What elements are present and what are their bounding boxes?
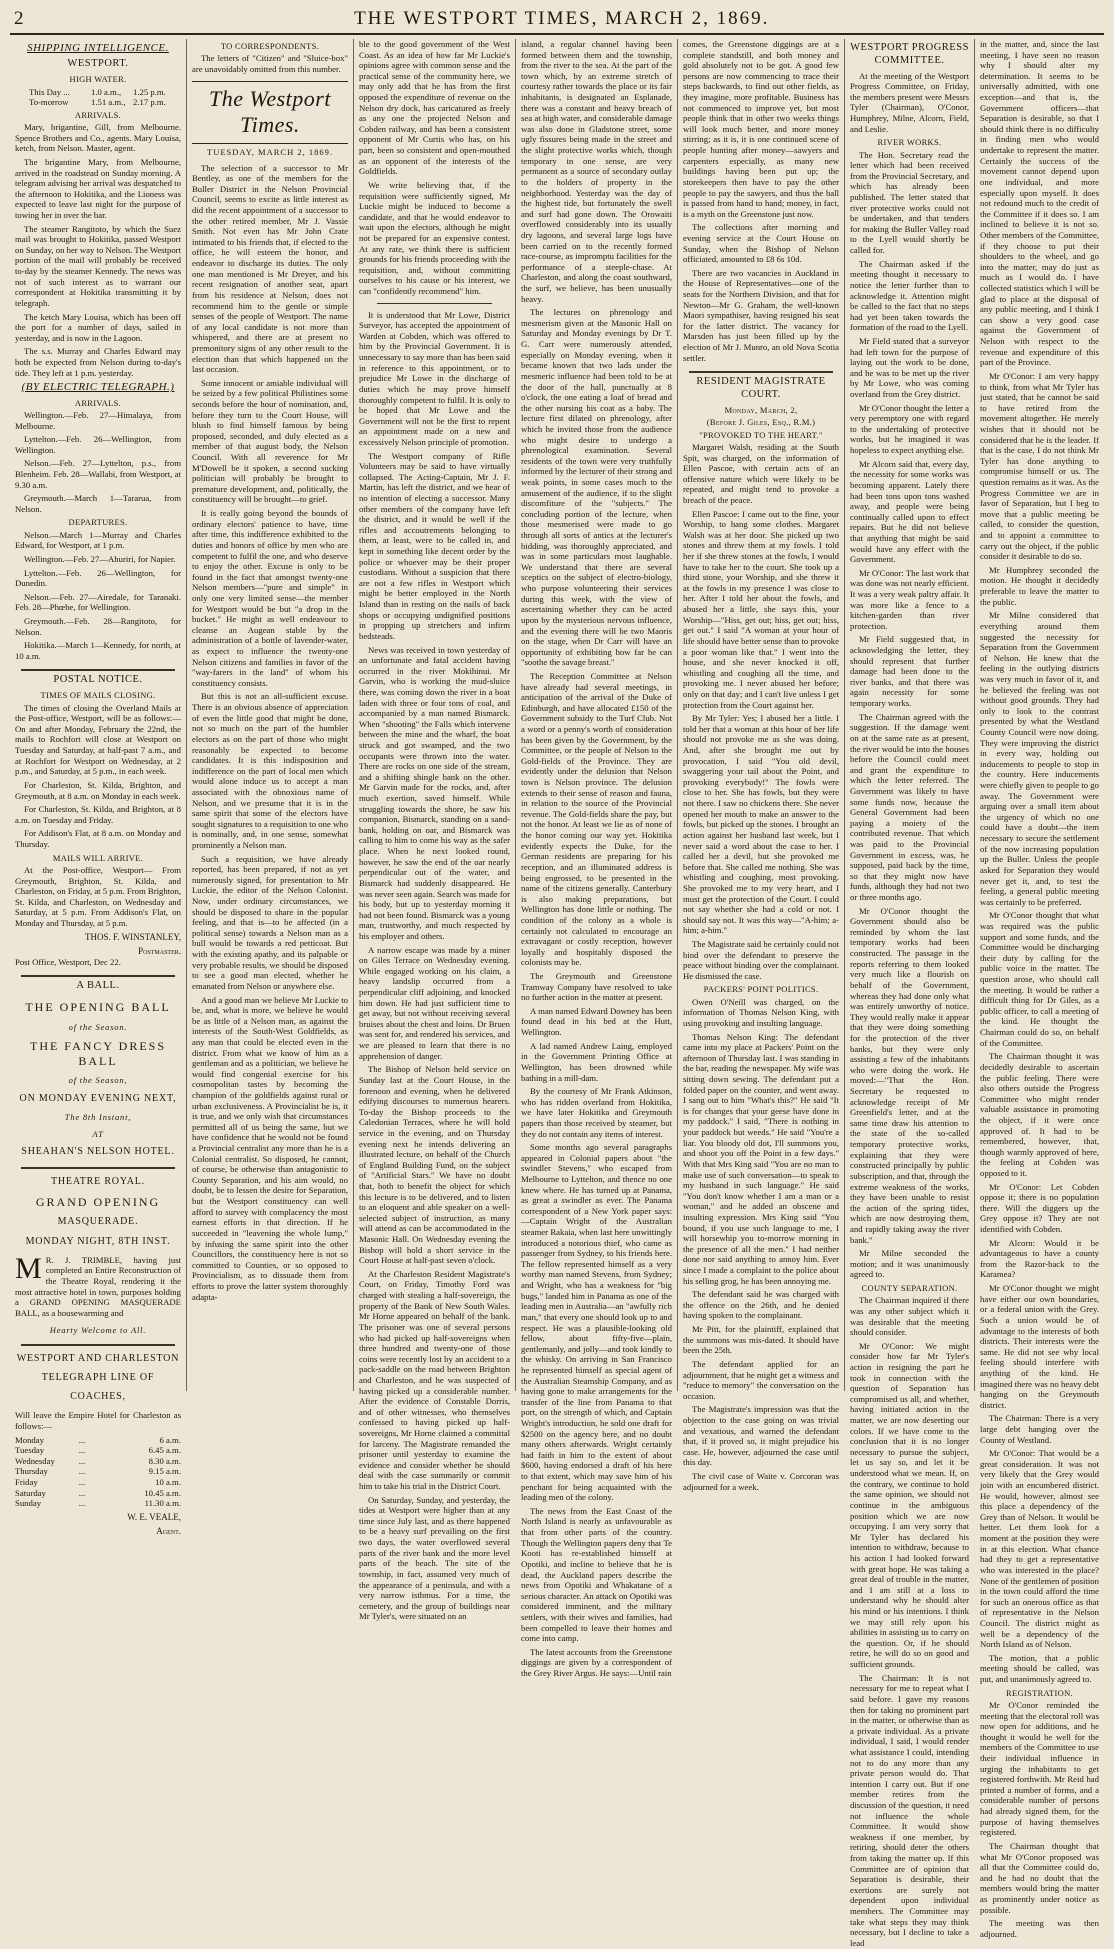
paragraph: But this is not an all-sufficient excuse. There is an obvious absence of appreciation of even the little good that might be done, not so much on the part of the humbler electors as on the part of those who might reasonably be expected to become candidates. It is this indisposition and indifference on the part of local men which would alone induce us to accept a man associated with the obnoxious name of Nelson, and we presume that it is in the same spirit that some of the electors have sought signatures to a requisition to one who is nominally, and, in one sense, somewhat prominently a Nelson man.	[192, 691, 348, 850]
paragraph: The Magistrate said he certainly could not bind over the defendant to preserve the peace without binding over the complainant. He dismissed the case.	[683, 938, 839, 981]
table-row: Tuesday ... 6.45 a.m.	[15, 1445, 181, 1456]
paragraph: The letters of "Citizen" and "Sluice-box" are unavoidably omitted from this number.	[192, 53, 348, 74]
paragraph: Hokitika.—March 1—Kennedy, for north, at 10 a.m.	[15, 640, 181, 661]
county-separation-heading: COUNTY SEPARATION.	[861, 1282, 958, 1293]
paragraph: Such a requisition, we have already reported, has been prepared, if not as yet numerously signed, for presentation to Mr Luckie, the editor of the Nelson Colonist. Now, under ordinary circumstances, we should be disposed to share in the popular feeling, and that is—to be affected (in a political sense) towards a Nelson man as a bull would be towards a red petticoat. But with the existing apathy, and its palpable or very probable results, we should be disposed to see a good man elected, whether he emanated from Nelson or anywhere else.	[192, 853, 348, 991]
postal-heading: POSTAL NOTICE.	[53, 674, 143, 686]
monday-night: MONDAY NIGHT, 8TH INST.	[25, 1235, 171, 1247]
paragraph: Mr O'Conor: We might consider how far Mr Tyler's action in resigning the part he took in connection with the question of Separation has compromised us all, and whether, having initiated action in the matter, we are now deserting our colors. If we have come to the conclusion that it is no longer necessary to pursue the subject, let us say so, and let it be understood what we mean. If, on the contrary, we continue to hold the same opinion, we should not continue in the ambiguous position which we are now occupying. I am very sorry that Mr Tyler has declared his intention to withdraw, because to his action I had looked forward with great hope. He was taking a great deal of trouble in the matter, and I am still at a loss to understand why he should alter his mind or his intentions. I think we may still rely upon his abilities in assisting us to carry on the question. Or, if he should retire, he will do so on good and sufficient grounds.	[850, 1340, 969, 1670]
coach-timetable	[15, 1435, 181, 1509]
paragraph: A lad named Andrew Laing, employed in the Government Printing Office at Wellington, has been drowned while bathing in a mill-dam.	[521, 1040, 672, 1083]
paragraph: For Addison's Flat, at 8 a.m. on Monday and Thursday.	[15, 828, 181, 849]
paragraph: We write believing that, if the requisition were sufficiently signed, Mr Luckie might be induced to become a candidate, and that he would endeavor to wait upon the electors, although he might not be prepared for an expensive contest. At any rate, we think there is sufficient grounds for his friends proceeding with the requisition, and, without committing ourselves to his cause or his interest, we can "confidently recommend" him.	[359, 179, 510, 297]
arrivals-heading: ARRIVALS.	[74, 397, 122, 408]
column-7	[975, 39, 1104, 1939]
paragraph: Greymouth.—Feb. 28—Rangitoto, for Nelson.	[15, 616, 181, 637]
divider	[21, 1167, 175, 1169]
paragraph: For Charleston, St. Kilda, Brighton, and Greymouth, at 8 a.m. on Monday in each week.	[15, 779, 181, 801]
masthead	[10, 6, 1104, 35]
paragraph: Mr Milne considered that everything around them suggested the necessity for Separation from the Government of Nelson. He knew that the feeling in the outlying districts was very much in favor of it, and he believed the feeling was not without good grounds. They had only to look to the contrast presented by what the Westland County Council were now doing. They were improving the district in every way, holding out inducements to people to stop in the country. Here inducements were chiefly given to people to go away. The Government were arguing over a small item about the urgency of which no one could have a doubt—the item necessary to secure the settlement of the now increasing population up the Buller. Unless the people asked for Separation they would never get it, and, to test the feeling, a general public meeting was certainly to be preferred.	[980, 610, 1099, 907]
paragraph: Nelson.—Feb. 27—Lyttelton, p.s., from Blenheim. Feb. 28—Wallabi, from Westport, at 9.30 a.m.	[15, 458, 181, 490]
paragraph: The Chairman thought it was decidedly desirable to ascertain the public feeling. There were also others outside the Progress Committee who might render valuable assistance in promoting the object, if it were once approved of. It had to be remembered, however, that, though warmly approved of here, the feeling at Cobden was opposed to it.	[980, 1051, 1099, 1178]
paragraph: Mary, brigantine, Gill, from Melbourne. Spence Brothers and Co., agents. Mary Louisa, ketch, from Nelson. Master, agent.	[15, 122, 181, 154]
divider	[689, 371, 833, 373]
tide-pm: 1.25 p.m.	[133, 86, 166, 97]
paragraph: Mr Alcorn: Would it be advantageous to have a county from the Razor-back to the Karamea?	[980, 1237, 1099, 1280]
mails-arrive-heading: MAILS WILL ARRIVE.	[52, 852, 144, 863]
arrivals-heading: ARRIVALS.	[74, 109, 122, 120]
paragraph: The Magistrate's impression was that the objection to the case going on was trivial and vexatious, and warned the defendant that, if it proved so, it might prejudice his case. He, however, adjourned the case until this day.	[683, 1404, 839, 1468]
paragraph: The Chairman inquired if there was any other subject which it was desirable that the meeting should consider.	[850, 1295, 969, 1338]
paragraph: News was received in town yesterday of an unfortunate and fatal accident having occurred in the river Mokihinui. Mr Garvin, who is working the mud-sluice there, was coming down the river in a boat laden with three or four tons of coal, and accompanied by a man named Bismarck. When "shooting" the Falls which intervene between the mine and the wharf, the boat struck and got swamped, and the two occupants were thrown into the water. There are rocks on one side of the stream, and a shifting shingle bank on the other. Mr Garvin made for the rocks, and, after much exertion, saved himself. While struggling towards the shore, he saw his companion, Bismarck, standing on a sand-bank, holding on oar, and Bismarck was calling to him to come his way as the safer place. When he next looked round, however, he saw the end of the oar nearly perpendicular out of the water, and Bismarck had suddenly disappeared. He was never seen again. Search was made for his body, but up to yesterday morning it had not been found. Bismarck was a young man, trustworthy, and much respected by his employer and others.	[359, 644, 510, 941]
paragraph: There are two vacancies in Auckland in the House of Representatives—one of the seats for the Northern Division, and that for Newton—Mr G. Graham, the well-known Maori sympathiser, having resigned his seat for the latter district. The vacancy for Marsden has just been filled up by the election of Mr J. Munro, an old Nova Scotia settler.	[683, 267, 839, 363]
grand-opening: GRAND OPENING	[35, 1194, 161, 1209]
paragraph: ble to the good government of the West Coast. As an idea of how far Mr Luckie's opinions agree with common sense and the practical sense of the community here, we may only add that he has from the first opposed the expenditure of revenue on the Nelson dry dock, has caricatured as freely as any one the projected Nelson and Cobden railway, and has been a consistent opponent of Mr Curtis who has, on his part, been so consistent and open-mouthed as an opponent of the interests of the Goldfields.	[359, 39, 510, 177]
paragraph: Mr O'Conor: Let Cobden oppose it; there is no population there. Will the diggers up the Grey oppose it? They are not identified with Cobden.	[980, 1181, 1099, 1235]
paragraph: The latest accounts from the Greenstone diggings are given by a correspondent of the Grey River Argus. He says:—Until rain	[521, 1646, 672, 1679]
high-water-heading: HIGH WATER.	[69, 74, 127, 85]
postmaster-signature: THOS. F. WINSTANLEY,	[85, 931, 181, 942]
welcome-line: Hearty Welcome to All.	[49, 1325, 147, 1336]
theatre-heading: THEATRE ROYAL.	[51, 1175, 145, 1187]
rm-court-before: (Before J. Giles, Esq., R.M.)	[706, 417, 816, 428]
paragraph: The Hon. Secretary read the letter which had been received from the Provincial Secretary, and which has already been published. The letter stated that river protective works could not be undertaken, and that tenders for making the Buller Valley road to the Lyell would shortly be called for.	[850, 149, 969, 256]
paragraph: Mr O'Conor: The last work that was done was not nearly efficient. It was a very weak paltry affair. It was more like a fence to a kitchen-garden than river protection.	[850, 567, 969, 631]
tide-day: To-morrow	[29, 97, 69, 108]
paragraph: The ketch Mary Louisa, which has been off the port for a number of days, sailed in yesterday, and is now in the Lagoon.	[15, 311, 181, 343]
table-row: Thursday ... 9.15 a.m.	[15, 1466, 181, 1477]
paragraph: Some months ago several paragraphs appeared in Colonial papers about "the swindler Stevens," who escaped from Melbourne to Lyttelton, and thence no one knew where. He has turned up at Panama, as great a swindler as ever. The Panama correspondent of a New York paper says:—Captain Wright of the Australian steamer Rakaia, when last here unwittingly introduced a notorious thief, who came as passenger from Sydney, to his friends here. The fellow represented himself as a very worthy man named Stevens, from Sydney; and Wright, who has a weakness for "big bugs," landed him in Panama as one of the leading men in Australia—an "awfully rich man," that every one should look up to and respect. He was a plausible-looking old fellow, about fifty-five—plain, gentlemanly, and jolly—and took kindly to the whisky. On arriving in San Francisco he represented himself as special agent of the Australian Steamship Company, and as having gone to make arrangements for the transfer of the line from Panama to that port, on the strength of which, and Captain Wright's introduction, he sold one draft for $2500 on the agency here, and no doubt many others afterwards. Wright certainly had faith in him to the extent of about $600, having endorsed a draft of his here to that extent, which may save him of his penchant for being acquainted with the leading men of the colony.	[521, 1142, 672, 1503]
drop-cap: T	[25, 999, 35, 1014]
case-heading: PACKERS' POINT POLITICS.	[703, 984, 819, 995]
page-number: 2	[14, 8, 24, 29]
paragraph: The Westport company of Rifle Volunteers may be said to have virtually collapsed. The Acting-Captain, Mr J. F. Martin, has left the district, and we hear of no intention of electing a successor. Many other members of the company have left the district, and it would be well if the rifles and accoutrements belonging to them, at least, were to be called in, and kept in something like decent order by the police or whoever may be their proper custodians. Without a suspicion that there are not a few rifles in Westport which might be better employed in the North Island than in resting on the nails of back shops or occupying undignified positions in propping up stretchers and infirm bedsteads.	[359, 450, 510, 641]
ball-line: SHEAHAN'S NELSON HOTEL.	[21, 1146, 175, 1158]
paragraph: Mr Alcorn said that, every day, the necessity for some works was becoming apparent. Lately there had been tons upon tons washed away, and people were being continually called upon to effect repairs. But he did not believe that anything that might be said would have any effect with the Government.	[850, 458, 969, 565]
paragraph: The news from the East Coast of the North Island is nearly as unfavourable as that from other parts of the country. Though the Wellington papers deny that Te Kooti has re-established himself at Opotiki, and incline to believe that he is dead, the Auckland papers describe the news from Opotiki and Whakatane of a serious character. An attack on Opotiki was considered imminent, and the military settlers, with their wives and families, had been compelled to leave their homes and come into camp.	[521, 1505, 672, 1644]
paragraph: The s.s. Murray and Charles Edward may both be expected from Nelson during to-day's tide. They left at 1 p.m. yesterday.	[15, 346, 181, 378]
paragraph: Lyttelton.—Feb. 26—Wellington, from Wellington.	[15, 434, 181, 455]
case-heading: "PROVOKED TO THE HEART."	[699, 429, 823, 440]
ball-line: AT	[92, 1129, 104, 1140]
paragraph: The Chairman: It is not necessary for me to repeat what I said before. I gave my reasons then for taking no prominent part in the matter, or otherwise than as a private individual. As a private individual, I said, I would render what assistance I could, intending not to do any more than any private person would do. That intention I carry out. But if one member retires from the discussion of the question, it need not influence the whole Committee. It would show weakness if one member, by retiring, should deter the others from taking the matter up. If this Committee are of opinion that Separation is desirable, their exertions are surely not dependent upon individual members. The Committee may take what steps they may think necessary, but I decline to take a lead	[850, 1672, 969, 1948]
tide-pm: 2.17 p.m.	[133, 97, 166, 108]
paragraph: Greymouth.—March 1—Tararua, from Nelson.	[15, 493, 181, 514]
paragraph: Margaret Walsh, residing at the South Spit, was charged, on the information of Ellen Pascoe, with certain acts of an offensive nature which were likely to be repeated, and might tend to provoke a breach of the peace.	[683, 441, 839, 505]
paragraph: Ellen Pascoe: I came out to the fine, your Worship, to hang some clothes. Margaret Walsh was at her door. She picked up two stones and threw them at my fowls. I told her if she threw stones at the fowls, I would have to take her to the court. She took up a third stone, your Worship, and she threw it at the fowls in my presence I was close to her. After I told her about the fowls, and abused her a little, she says this, your Worship—"Hiss, get out; hiss, get out; hiss, get out." I said "A woman at your hour of life should have better sense than to provoke a poor woman like that." I went into the house, and she never knocked it off, whistling and coughing all the time, and provoking me. I never abused her before; only on that day; and I can't live unless I get protection from the Court against her.	[683, 508, 839, 710]
paragraph: Nelson.—March 1—Murray and Charles Edward, for Westport, at 1 p.m.	[15, 529, 181, 551]
ball-line: The 8th Instant,	[64, 1111, 132, 1122]
paragraph: in the matter, and, since the last meeting, I have seen no reason why I should alter my determination. It seems to be universally admitted, with one exception—and that is, the Government officers—that Separation is desirable, so that I should think there is no difficulty in finding men who would undertake to represent the matter. Certainly the success of the movement cannot depend upon one individual, and more especially upon myself. It does not redound much to the credit of the Committee if it does so. I am inclined to believe it is not so. Other members of the Committee, if they choose to put their shoulders to the wheel, and go into the matter, may do just as much as I would do. I have collected statistics which I will be glad to place at the disposal of any public meeting, and I think I can show a very good case against the Government of Nelson with respect to the revenue and expenditure of this part of the Province.	[980, 39, 1099, 368]
ball-line: THE OPENING BALL	[25, 999, 171, 1014]
tide-day: This Day ...	[29, 86, 70, 97]
paragraph: The motion, that a public meeting should be called, was put, and unanimously agreed to.	[980, 1652, 1099, 1685]
column-3	[354, 39, 516, 1622]
paragraph: comes, the Greenstone diggings are at a complete standstill, and both money and gold absolutely not to be got. A good few persons are now commencing to trace their steps backwards, to find out other fields, as they imagine, more profitable. Business has not commenced to improve yet, but most people think that in other two weeks things will look much better, and more money stirring; as it is, it is one continued scene of people hunting after money—sawyers and carpenters especially, as many new buildings having been put up; the storekeepers then have to pay the other people to pay the sawyers, and thus the ball is passed from hand to hand; money, in fact, is a myth on the Greenstone just now.	[683, 39, 839, 219]
paragraph: Mr O'Conor: That would be a great consideration. It was not very likely that the Grey would join with an encumbered district. He would, however, almost see this place a dependency of the Grey than of Nelson. It would be better. Let them look for a moment at the position they were in at this election. What chance had they to get a representative who was interested in the place? None of the gentlemen of position in the town could afford the time for such an onerous office as that of representative in the Nelson Council. The district might as well be a dependency of the North Island as of Nelson.	[980, 1448, 1099, 1650]
coach-intro: Will leave the Empire Hotel for Charleston as follows:—	[15, 1410, 181, 1431]
masthead-title: THE WESTPORT TIMES, MARCH 2, 1869.	[354, 8, 770, 29]
paragraph: Mr Milne seconded the motion; and it was unanimously agreed to.	[850, 1248, 969, 1280]
paragraph: Wellington.—Feb. 27—Himalaya, from Melbourne.	[15, 409, 181, 431]
paragraph: The meeting was then adjourned.	[980, 1918, 1099, 1939]
paragraph: Mr O'Conor thought we might have either our own boundaries, or a federal union with the Grey. Such a union would be of advantage to the interests of both districts. Their interests were the same. He did not see why local feeling should interfere with anything of the kind. He imagined there was no heavy debt hanging on the Greymouth district.	[980, 1283, 1099, 1410]
paragraph: A narrow escape was made by a miner on Giles Terrace on Wednesday evening. While engaged working on his claim, a heavy landslip occurred from a perpendicular cliff adjoining, and knocked him down. He had just sufficient time to get away, but not without receiving several bruises about the chest and loins. Dr Bruen was sent for, and rendered his services, and we are pleased to learn that there is no apprehension of danger.	[359, 944, 510, 1061]
paragraph: Thomas Nelson King: The defendant came into my place at Packers' Point on the afternoon of Thursday last. I was standing in the bar, reading the newspaper. My wife was sitting down sewing. The defendant put a folded paper on the counter, and went away. I sang out to him "What's this?" He said "It is for changes that your geese have done in my paddock." I said, "There is nothing in your paddock but weeds." He said "You're a liar. You bloody old dot, I'll summons you, and shoot you off the Point in a few days." With that Mrs King said "You are no man to make use of such conversation—to speak to my husband in such language." He said "You don't know whether I am a man or a woman," and he added an obscene and insulting expression. Mrs King said "You bound, if you use such language to me, I will horsewhip you to-morrow morning in the presence of all the men." I had neither done nor said anything to annoy him. Ever since I made a complaint to the police about his selling grog, he has been annoying me.	[683, 1031, 839, 1286]
paragraph: The steamer Rangitoto, by which the Suez mail was brought to Hokitika, passed Westport on Sunday, on her way to Nelson. The Westport portion of the mail will probably be received to-day by the steamer Kennedy. The news was not of such interest as to warrant our correspondent at Hokitika transmitting it by telegraph.	[15, 223, 181, 308]
paragraph: At the Charleston Resident Magistrate's Court, on Friday, Timothy Ford was charged with stealing a half-sovereign, the property of the Bank of New South Wales. Mr Horne appeared on behalf of the bank. The prisoner was one of several persons who had picked up half-sovereigns when three hundred and twenty-one of those coins were recently lost by an accident to a pack-saddle on the road between Brighton and Charleston, and he was suspected of having picked up a considerable number. After the evidence of Constable Dorris, and of other witnesses, who themselves confessed to having picked up half-sovereigns, Mr Horne claimed a committal for larceny. The Magistrate remanded the prisoner until yesterday to examine the evidence and consider whether he should deal with the case summarily or commit him to take his trial in the District Court.	[359, 1268, 510, 1492]
river-works-heading: RIVER WORKS.	[877, 137, 942, 148]
paragraph: For Charleston, St. Kilda, and Brighton, at 8 a.m. on Tuesday and Friday.	[15, 804, 181, 825]
paragraph: The times of closing the Overland Mails at the Post-office, Westport, will be as follows:—On and after Monday, February the 22nd, the mails to Rochfort will close at Westport on Tuesday and Saturday, at half-past 7 a.m., and at Rochfort for Westport on Wednesday, at 2 p.m., and Saturday, at 5 p.m., in each week.	[15, 702, 181, 777]
paragraph: On Saturday, Sunday, and yesterday, the tides at Westport were higher than at any time since July last, and as there happened to be a heavy surf prevailing on the first two days, the water overflowed several parts of the river bank and the more level parts of the beach. The site of the township, in fact, assumed very much of the appearance of a peninsula, and with a very narrow isthmus. For a time, the cemetery, and the group of buildings near Mr Tyler's, were situated on an	[359, 1494, 510, 1622]
column-2	[187, 39, 354, 1391]
paragraph: Mr O'Conor thought the Government should also be reminded by whom the last temporary works had been constructed. The passage in the reports referring to them looked very much like a flourish on behalf of the Government, whereas they had done only what was entirely unworthy of notice. They would really make it appear that they were doing something for the protection of the river banks, but they were only assisting a few of the inhabitants who were doing the work. He moved:—"That the Hon. Secretary be requested to acknowledge receipt of Mr Greenfield's letter, and at the same time draw his attention to the state of the so-called temporary protective works, explaining that they were constructed principally by public subscription, and that, through the extreme weakness of the works, they have been unable to resist the action of the spring tides, which are now destroying them, and rapidly taking away the river bank."	[850, 905, 969, 1245]
paragraph: Mr O'Conor thought the letter a very peremptory one with regard to the undertaking of protective works, but he imagined it was hopeless to expect anything else.	[850, 402, 969, 456]
ball-line: ON MONDAY EVENING NEXT,	[19, 1092, 177, 1104]
ball-line: of the Season,	[68, 1075, 128, 1086]
paragraph: The Reception Committee at Nelson have already had several meetings, in anticipation of the arrival of the Duke of Edinburgh, and have allocated £150 of the Government subsidy to the Turf Club. Not a word or a penny's worth of consideration has been given by the Government, by the Committee, or the people of Nelson to the Gold-fields of the Province. They are evidently under the delusion that Nelson town is Nelson province. The delusion extends to their sense of reason and fauna, in relation to the source of the Provincial revenue. The Gold-fields share the pay, but not the honor. At least we lie as of none of the honor coming our way yet. Hokitika evidently expects the Duke, for the German residents are preparing for his reception, and an illuminated address is being engrossed, to be presented in the name of the citizens generally. Canterbury is also making preparations, but Wellington has done little or nothing. The condition of the colony as a whole is certainly not calculated to encourage an extravagant or costly reception, however loyally and hospitably disposed the colonists may be.	[521, 670, 672, 968]
paper-name: The Westport Times.	[192, 81, 348, 145]
paragraph: The defendant said he was charged with the offence on the 26th, and he denied having spoken to the complainant.	[683, 1289, 839, 1321]
drop-cap: W	[16, 1352, 28, 1364]
masquerade: MASQUERADE.	[57, 1216, 139, 1228]
paragraph: The brigantine Mary, from Melbourne, arrived in the roadstead on Sunday morning. A telegram advising her arrival was despatched to the afternoon to Hokitika, and the Lioness was expected to leave last night for the purpose of towing her in over the bar.	[15, 156, 181, 221]
table-row: Saturday ... 10.45 a.m.	[15, 1487, 181, 1498]
table-row: Wednesday ... 8.30 a.m.	[15, 1455, 181, 1466]
divider	[21, 669, 175, 671]
divider	[21, 975, 175, 977]
post-date: Post Office, Westport, Dec 22.	[15, 956, 121, 967]
tide-am: 1.0 a.m.,	[91, 86, 122, 97]
paragraph: And a good man we believe Mr Luckie to be, and, what is more, we believe he would be as little of a Nelson man, as against the interests of the South-West Goldfields, as any man that could be elected even in the district. From what we know of him as a gentleman and as a politician, we believe he would find congenial exercise for his cosmopolitan tastes by becoming the champion of the goldfields against rural or urban exclusiveness. A Provincialist he is, it is true, and we only wish that circumstances permitted all of us being the same, but we have confidence that he would not be found a Provincial centralist any more than he is a Colonial centralist. So disposed, he cannot, of course, be otherwise than antagonistic to County Separation, and his aim would, no doubt, be to lessen the desire for Separation, but the Westport constituency can well afford to survey with complacency the most earnest efforts in that direction. If he succeeded in "leavening the whole lump," by infusing the same spirit into the other Councillors, the constituency here is not so committed to Counties, or so opposed to Provincialism, as to dissuade them from efforts to prove the latter system thoroughly adapta-	[192, 994, 348, 1302]
paragraph: Nelson.—Feb. 27—Airedale, for Taranaki. Feb. 28—Phœbe, for Wellington.	[15, 591, 181, 613]
agent-role: Agent.	[156, 1525, 181, 1536]
telegraph-heading: (BY ELECTRIC TELEGRAPH.)	[21, 381, 175, 394]
paragraph: Owen O'Neill was charged, on the information of Thomas Nelson King, with using provoking and insulting language.	[683, 996, 839, 1028]
paragraph: The Chairman: There is a very large debt hanging over the County of Westland.	[980, 1413, 1099, 1445]
paragraph: The selection of a successor to Mr Bentley, as one of the members for the Buller District in the Nelson Provincial Council, seems to excite as little interest as did the recent appointment of a successor to the other retired member, Mr J. Vassie Smith. Not even has Mr John Crate intimated to his friends that, if elected to the office, he will esteem the honor, and endeavor to discharge its duties. The only one man mentioned is Mr Dreyer, and his recent resignation of another seat, apart from his residence at Nelson, does not recommend him to the gentle or simple senses of the people of Westport. The name of any local candidate is not more than whispered, and there are at present no premonitory signs of any other result to the election than that which happened on the last occasion.	[192, 162, 348, 375]
paragraph: By Mr Tyler: Yes; I abused her a little. I told her that a woman at this hour of her life should not provoke me as she was doing. And, after she brought me out by provocation, I said "You old devil, swaggering your tail about the Point, and provoking everybody!" The fowls were close to her. She has fowls, but they were not there. I saw no chickens there. She never opened her mouth to make an answer to the fowls, but picked up the stones. I brought an action against her husband last week, but I never said a word about the case to her. I called her a devil, but she provoked me before that. She called me nothing. She was whistling and coughing, most provoking. She provoked me to my very heart, and I must get the protection of the Court. I could not say whether she had a cold or not. I should say not. It was this way—"A-him; a-him; a-him."	[683, 713, 839, 936]
rm-court-date: Monday, March, 2,	[724, 404, 798, 415]
paragraph: Mr O'Conor thought that what was required was the public support and some funds, and the Committee would be discharging their duty by calling for the public voice in the matter. The question arose, who should call the meeting. It would be rather a difficult thing for Dr Giles, as a public officer, to call a meeting of the kind. He thought the Chairman could do so, on behalf of the Committee.	[980, 910, 1099, 1048]
columns	[10, 35, 1104, 1948]
paragraph: The Bishop of Nelson held service on Sunday last at the Court House, in the forenoon and evening, when he delivered edifying discourses to numerous hearers. To-day the Bishop proceeds to the Caledonian Terraces, where he will hold service in the evening, and on Thursday evening next he intends delivering an illustrated lecture, on behalf of the Church of England Building Fund, on the subject of "Artificial Stars." We have no doubt that, both to benefit the object for which this lecture is to be delivered, and to listen to an eloquent and able speaker on a well-selected subject of instruction, as many will attend as can be accommodated in the Masonic Hall. On Wednesday evening the Bishop will hold a short service in the Court House at half-past seven o'clock.	[359, 1064, 510, 1266]
paragraph: island, a regular channel having been formed between them and the township, from the river to the sea. At the part of the town which, by an extreme stretch of courtesy rather towards the place or its fair inhabitants, is designated an Esplanade, there was a constant and heavy breach of sea at high water, and considerable damage was also done in Gladstone street, some ugly fissures being made in the street and the slight protective works which, though temporary in one sense, are very permanent as a source of secondary outlay to the holders of property in the neighborhood. Yesterday was the day of the highest tide, but fortunately the swell and surf had gone down. The Orowaiti overflowed considerably into its usually dry lagoons, and several large logs have been carried on to the recently formed race-course, as impromptu facilities for the performance of a steeple-chase. At Charleston, and along the coast southward, the surf, we believe, has been unusually heavy.	[521, 39, 672, 304]
column-4	[516, 39, 678, 1679]
ball-line: of the Season.	[68, 1021, 128, 1032]
registration-heading: REGISTRATION.	[1006, 1687, 1073, 1698]
drop-cap: M	[15, 1251, 42, 1285]
paragraph: The defendant applied for an adjournment, that he might get a witness and "reduce to memory" the conversation on the occasion.	[683, 1358, 839, 1401]
tide-am: 1.51 a.m.,	[91, 97, 126, 108]
paragraph: It is really going beyond the bounds of ordinary electors' patience to have, time after time, this indifference exhibited to the duties and honors of office by men who are competent to fulfil the one, and who deserve to enjoy the other. Excuse is only to be found in the fact that amongst twenty-one Nelson members—"pure and simple" in only one very limited sense—the member for Westport would be but "a drop in the bucket." He might as well endeavour to cleanse an Augean stable by the administration of a bottle of lavender-water, as expect to influence the twenty-one Nelson citizens and families in favor of the "way-farers in the land" of whom his constituency consists.	[192, 508, 348, 688]
table-row: Friday ... 10 a.m.	[15, 1477, 181, 1488]
paragraph: The lectures on phrenology and mesmerism given at the Masonic Hall on Saturday and Monday evenings by Dr T. G. Carr were numerously attended, especially on Monday evening, when it became known that two lads under the mesmeric influence had been told to be at the door of the hall, punctually at 8 o'clock, the one eating a loaf of bread and the other nursing his coat as a baby. The lecture first dilated on phrenology, after which he invited those from the audience who might desire to undergo a phrenological examination. Several residents of the town were very truthfully informed by the lecturer of their strong and weak points, in some cases much to the amusement of the audience, if to the slight discomfiture of the "subjects." The concluding portion of the lecture, when those mesmerised were made to go through all sorts of antics at the lecturer's bidding, was thoroughly appreciated, and was in some particulars most laughable. We understand that there are several sceptics on the subject of electro-biology, who purpose volunteering their services during this week, with the view of ascertaining whether they can be acted upon by the mysterious nervous influence, and the evening there will be two Maoris on the stage, when Dr Carr will have an opportunity of exhibiting how far he can "soothe the savage breast."	[521, 307, 672, 668]
paragraph: By the courtesy of Mr Frank Atkinson, who has ridden overland from Hokitika, we have later Hokitika and Greymouth papers than those received by steamer, but they do not contain any items of interest.	[521, 1086, 672, 1139]
paragraph: Mr Humphrey seconded the motion. He thought it decidedly preferable to leave the matter to the public.	[980, 564, 1099, 607]
paragraph: Mr Field suggested that, in acknowledging the letter, they should represent that further damage had been done to the river banks, and that there was again necessity for some temporary works.	[850, 634, 969, 709]
paragraph: A man named Edward Downey has been found dead in his bed at the Hutt, Wellington.	[521, 1005, 672, 1038]
column-1	[10, 39, 187, 1536]
progress-committee-heading: WESTPORT PROGRESS COMMITTEE.	[850, 42, 969, 66]
paragraph: Mr O'Conor: I am very happy to think, from what Mr Tyler has just stated, that he cannot be said to have retired from the movement altogether. He merely wishes that it should not be considered that he is the leader. If that is the case, I do not think Mr Tyler has done anything to compromise himself or us. The question remains as it was. As the Progress Committee we are in favor of Separation, but I beg to move that a public meeting be called, to consider the question, and to appoint a committee to carry out the object, if the public consider it desirable to do so.	[980, 370, 1099, 562]
trimble-ad: M R. J. TRIMBLE, having just completed an Entire Reconstruction of the Theatre Royal, rendering it the most attractive hotel in town, purposes holding a GRAND OPENING MASQUERADE BALL, as a housewarming and	[15, 1251, 181, 1318]
ball-line: THE FANCY DRESS BALL	[29, 1038, 166, 1068]
paragraph: Mr O'Conor reminded the meeting that the electoral roll was now open for additions, and he thought it would be well for the members of the Committee to use their individual influence in urging the inhabitants to get registered forthwith. Mr Reid had printed a number of forms, and a considerable number of persons had already signed them, for the purpose of having themselves registered.	[980, 1699, 1099, 1838]
column-6	[845, 39, 975, 1948]
paragraph: The Chairman asked if the meeting thought it necessary to notice the letter further than to acknowledge it. Attention might be called to the fact that no steps had yet been taken towards the formation of the road to the Lyell.	[850, 258, 969, 333]
tide-table	[15, 87, 181, 108]
coach-line: TELEGRAPH LINE OF	[41, 1371, 155, 1383]
ball-heading: A BALL.	[76, 980, 120, 992]
rm-court-heading: RESIDENT MAGISTRATE COURT.	[696, 376, 826, 401]
table-row: Sunday ... 11.30 a.m.	[15, 1498, 181, 1509]
paragraph: The Chairman agreed with the suggestion. If the damage went on at the same rate as at present, the river would be into the houses before the Council could meet and grant the expenditure to which the letter referred. The Government was likely to have some funds now, because the General Government had been paying a moiety of the contributed revenue. That which was paid to the Provincial Government in excess, was, he supposed, paid back by the time, so that they might now have funds, although they had not two or three months ago.	[850, 711, 969, 903]
paragraph: Wellington.—Feb. 27—Ahuriri, for Napier.	[24, 553, 176, 564]
paragraph: It is understood that Mr Lowe, District Surveyor, has accepted the appointment of Warden at Cobden, which was offered to him by the Provincial Government. It is unnecessary to say more than has been said in reference to this appointment, or to prejudice Mr Lowe in the discharge of duties which he may prove himself thoroughly competent to fulfil. It is only to be hoped that Mr Lowe and the Government will not be the first to repent an appointment made on a new and excessively Nelson principle of promotion.	[359, 309, 510, 447]
paragraph: Mr Pitt, for the plaintiff, explained that the summons was mis-dated. It should have been the 25th.	[683, 1324, 839, 1356]
paragraph: Lyttelton.—Feb. 26—Wellington, for Dunedin.	[15, 567, 181, 589]
correspondents-heading: TO CORRESPONDENTS.	[220, 41, 320, 51]
paragraph: The Greymouth and Greenstone Tramway Company have resolved to take no further action in the matter at present.	[521, 971, 672, 1003]
column-5	[678, 39, 845, 1492]
dateline: TUESDAY, MARCH 2, 1869.	[207, 147, 333, 158]
paragraph: At the Post-office, Westport— From Greymouth, Brighton, St. Kilda, and Charleston, on Friday, at 5 p.m. From Brighton, St. Kilda, and Charleston, on Wednesday and Saturday, at 5 p.m. From Addison's Flat, on Monday and Thursday, at 5 p.m.	[15, 864, 181, 928]
agent-signature: W. E. VEALE,	[127, 1511, 181, 1522]
westport-heading: WESTPORT.	[67, 58, 129, 70]
coach-line: COACHES,	[70, 1391, 126, 1403]
shipping-heading: SHIPPING INTELLIGENCE.	[27, 42, 169, 54]
paragraph: Mr Field stated that a surveyor had left town for the purpose of laying out the work to be done, and he was to be met up the river by Mr Lowe, who was coming overland from the Grey district.	[850, 335, 969, 400]
paragraph: At the meeting of the Westport Progress Committee, on Friday, the members present were Messrs Tyler (Chairman), O'Conor, Humphrey, Milne, Alcorn, Field, and Leslie.	[850, 70, 969, 134]
paragraph: The civil case of Waite v. Corcoran was adjourned for a week.	[683, 1470, 839, 1492]
paragraph: The Chairman thought that what Mr O'Conor proposed was all that the Committee could do, and he had no doubt that the members would bring the matter as prominently under notice as possible.	[980, 1840, 1099, 1915]
departures-heading: DEPARTURES.	[68, 517, 128, 528]
coach-line: WESTPORT AND CHARLESTON	[16, 1352, 180, 1364]
divider	[21, 1344, 175, 1346]
paragraph: Some innocent or amiable individual will be seized by a few political Philistines some seconds before the hour of nomination, and, before they turn to the Court House, will blush to find himself famous by being proposed, seconded, and duly elected as a member of that august body, the Nelson Council. With all reverence for Mr M'Dowell be it spoken, a second sucking politician will probably be brought to premature development, and, politically, the constituency will be brought—to grief.	[192, 377, 348, 505]
divider	[377, 303, 492, 304]
paragraph: The collections after morning and evening service at the Court House on Sunday, when the Bishop of Nelson officiated, amounted to £8 6s 10d.	[683, 222, 839, 265]
table-row: Monday ... 6 a.m.	[15, 1434, 181, 1445]
postmaster-role: Postmaster.	[138, 945, 181, 956]
mails-closing-heading: TIMES OF MAILS CLOSING.	[40, 690, 156, 701]
